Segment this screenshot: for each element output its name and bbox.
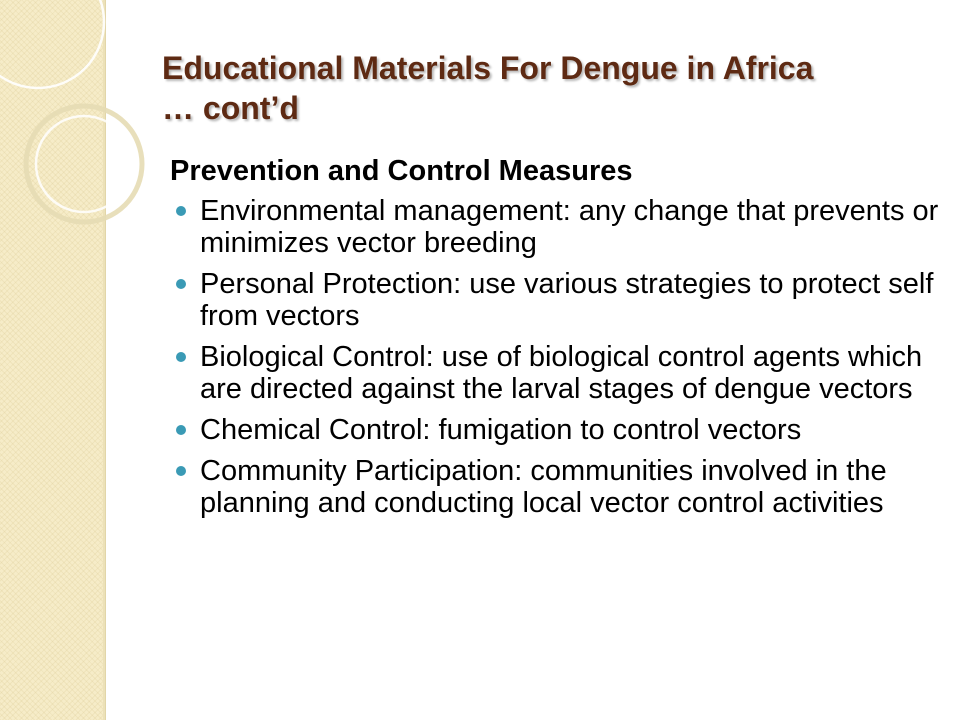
bullet-dot-icon — [176, 425, 186, 435]
slide-content — [170, 153, 940, 528]
bullet-text: Personal Protection: use various strategies to protect self from vectors — [200, 268, 934, 332]
bullet-item — [170, 268, 940, 332]
section-heading: Prevention and Control Measures — [170, 155, 633, 187]
bullet-dot-icon — [176, 279, 186, 289]
slide-title — [162, 48, 932, 128]
bullet-text: Community Participation: communities involved in the planning and conducting local vector control activities — [200, 455, 887, 519]
bullet-dot-icon — [176, 206, 186, 216]
slide-title-line: Educational Materials For Dengue in Africa — [162, 50, 814, 86]
bullet-text: Environmental management: any change that prevents or minimizes vector breeding — [200, 195, 939, 259]
decorative-rings — [0, 0, 160, 250]
bullet-text: Biological Control: use of biological control agents which are directed against the larval stages of dengue vectors — [200, 341, 923, 405]
slide-title-line: … cont’d — [162, 90, 299, 126]
bullet-dot-icon — [176, 466, 186, 476]
bullet-text: Chemical Control: fumigation to control vectors — [200, 414, 802, 446]
bullet-dot-icon — [176, 352, 186, 362]
bullet-item — [170, 195, 940, 259]
bullet-item — [170, 455, 940, 519]
bullet-list — [170, 195, 940, 519]
bullet-item — [170, 414, 940, 446]
bullet-item — [170, 341, 940, 405]
